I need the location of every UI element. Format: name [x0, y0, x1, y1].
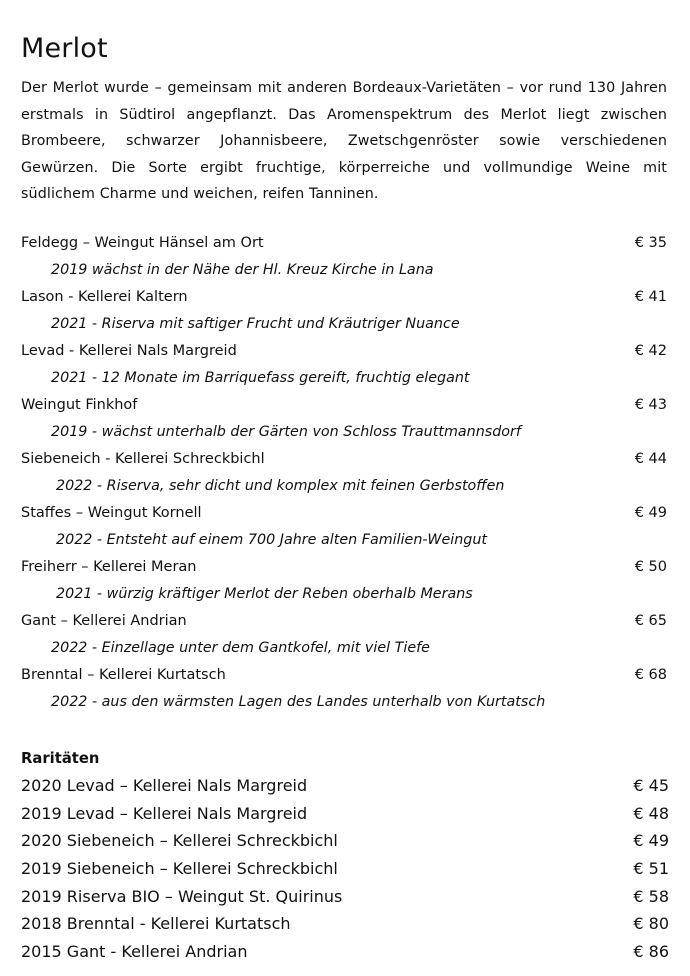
wine-name: Staffes – Weingut Kornell [21, 505, 202, 521]
rarity-entry [21, 855, 667, 883]
rarity-price: € 58 [633, 886, 669, 906]
rarity-entry [21, 772, 667, 800]
wine-name: Weingut Finkhof [21, 397, 138, 413]
wine-entry [21, 554, 667, 608]
rarity-price: € 45 [633, 776, 669, 795]
rarity-entry [21, 827, 667, 855]
wine-list [21, 230, 667, 716]
wine-price: € 44 [634, 451, 667, 467]
wine-name: Levad - Kellerei Nals Margreid [21, 343, 237, 359]
wine-entry [21, 284, 667, 338]
wine-description: 2019 - wächst unterhalb der Gärten von Schloss Trauttmannsdorf [51, 424, 521, 440]
wine-price: € 49 [634, 505, 667, 521]
wine-entry [21, 392, 667, 446]
wine-description: 2021 - Riserva mit saftiger Frucht und Kräutriger Nuance [51, 316, 460, 332]
rarity-price: € 80 [633, 914, 669, 934]
rarity-name: 2015 Gant - Kellerei Andrian [21, 942, 248, 962]
wine-price: € 43 [634, 397, 667, 413]
wine-entry [21, 230, 667, 284]
wine-price: € 41 [634, 289, 667, 305]
wine-name: Lason - Kellerei Kaltern [21, 289, 188, 305]
wine-entry [21, 608, 667, 662]
wine-price: € 42 [634, 343, 667, 359]
rarity-name: 2020 Siebeneich – Kellerei Schreckbichl [21, 831, 338, 851]
rarity-price: € 51 [633, 859, 669, 879]
rarity-price: € 49 [633, 831, 669, 851]
rarities-list [21, 772, 667, 966]
page-title: Merlot [21, 33, 108, 64]
wine-name: Brenntal – Kellerei Kurtatsch [21, 667, 226, 683]
wine-price: € 65 [634, 613, 667, 629]
rarity-entry [21, 938, 667, 966]
rarity-name: 2019 Siebeneich – Kellerei Schreckbichl [21, 859, 338, 879]
wine-name: Gant – Kellerei Andrian [21, 613, 187, 629]
wine-description: 2022 - Einzellage unter dem Gantkofel, mit viel Tiefe [51, 640, 430, 656]
rarity-name: 2018 Brenntal - Kellerei Kurtatsch [21, 914, 291, 934]
wine-description: 2022 - Riserva, sehr dicht und komplex mit feinen Gerbstoffen [56, 478, 505, 494]
wine-name: Siebeneich - Kellerei Schreckbichl [21, 451, 265, 467]
wine-description: 2021 - 12 Monate im Barriquefass gereift, fruchtig elegant [51, 370, 470, 386]
rarity-name: 2019 Riserva BIO – Weingut St. Quirinus [21, 886, 343, 906]
rarity-entry [21, 883, 667, 911]
wine-description: 2021 - würzig kräftiger Merlot der Reben oberhalb Merans [56, 586, 473, 602]
wine-description: 2022 - aus den wärmsten Lagen des Landes unterhalb von Kurtatsch [51, 694, 546, 710]
wine-name: Freiherr – Kellerei Meran [21, 559, 197, 575]
wine-entry [21, 446, 667, 500]
wine-price: € 68 [634, 667, 667, 683]
rarities-heading: Raritäten [21, 750, 100, 767]
wine-price: € 35 [634, 235, 667, 251]
wine-description: 2019 wächst in der Nähe der Hl. Kreuz Kirche in Lana [51, 262, 434, 278]
rarity-name: 2020 Levad – Kellerei Nals Margreid [21, 776, 308, 795]
wine-description: 2022 - Entsteht auf einem 700 Jahre alten Familien-Weingut [56, 532, 488, 548]
rarity-entry [21, 800, 667, 828]
rarity-entry [21, 910, 667, 938]
intro-paragraph: Der Merlot wurde – gemeinsam mit anderen Bordeaux-Varietäten – vor rund 130 Jahren erstmals in Südtirol angepflanzt. Das Aromenspektrum des Merlot liegt zwischen Brombeere, schwarzer Johannisbeere, Zwetschgenröster sowie verschiedenen Gewürzen. Die Sorte ergibt fruchtige, körperreiche und vollmundige Weine mit südlichem Charme und weichen, reifen Tanninen. [21, 80, 667, 203]
wine-price: € 50 [634, 559, 667, 575]
wine-name: Feldegg – Weingut Hänsel am Ort [21, 235, 264, 251]
wine-entry [21, 500, 667, 554]
rarity-price: € 86 [633, 942, 669, 962]
rarity-price: € 48 [633, 803, 669, 823]
rarity-name: 2019 Levad – Kellerei Nals Margreid [21, 803, 308, 823]
wine-entry [21, 338, 667, 392]
wine-entry [21, 662, 667, 716]
